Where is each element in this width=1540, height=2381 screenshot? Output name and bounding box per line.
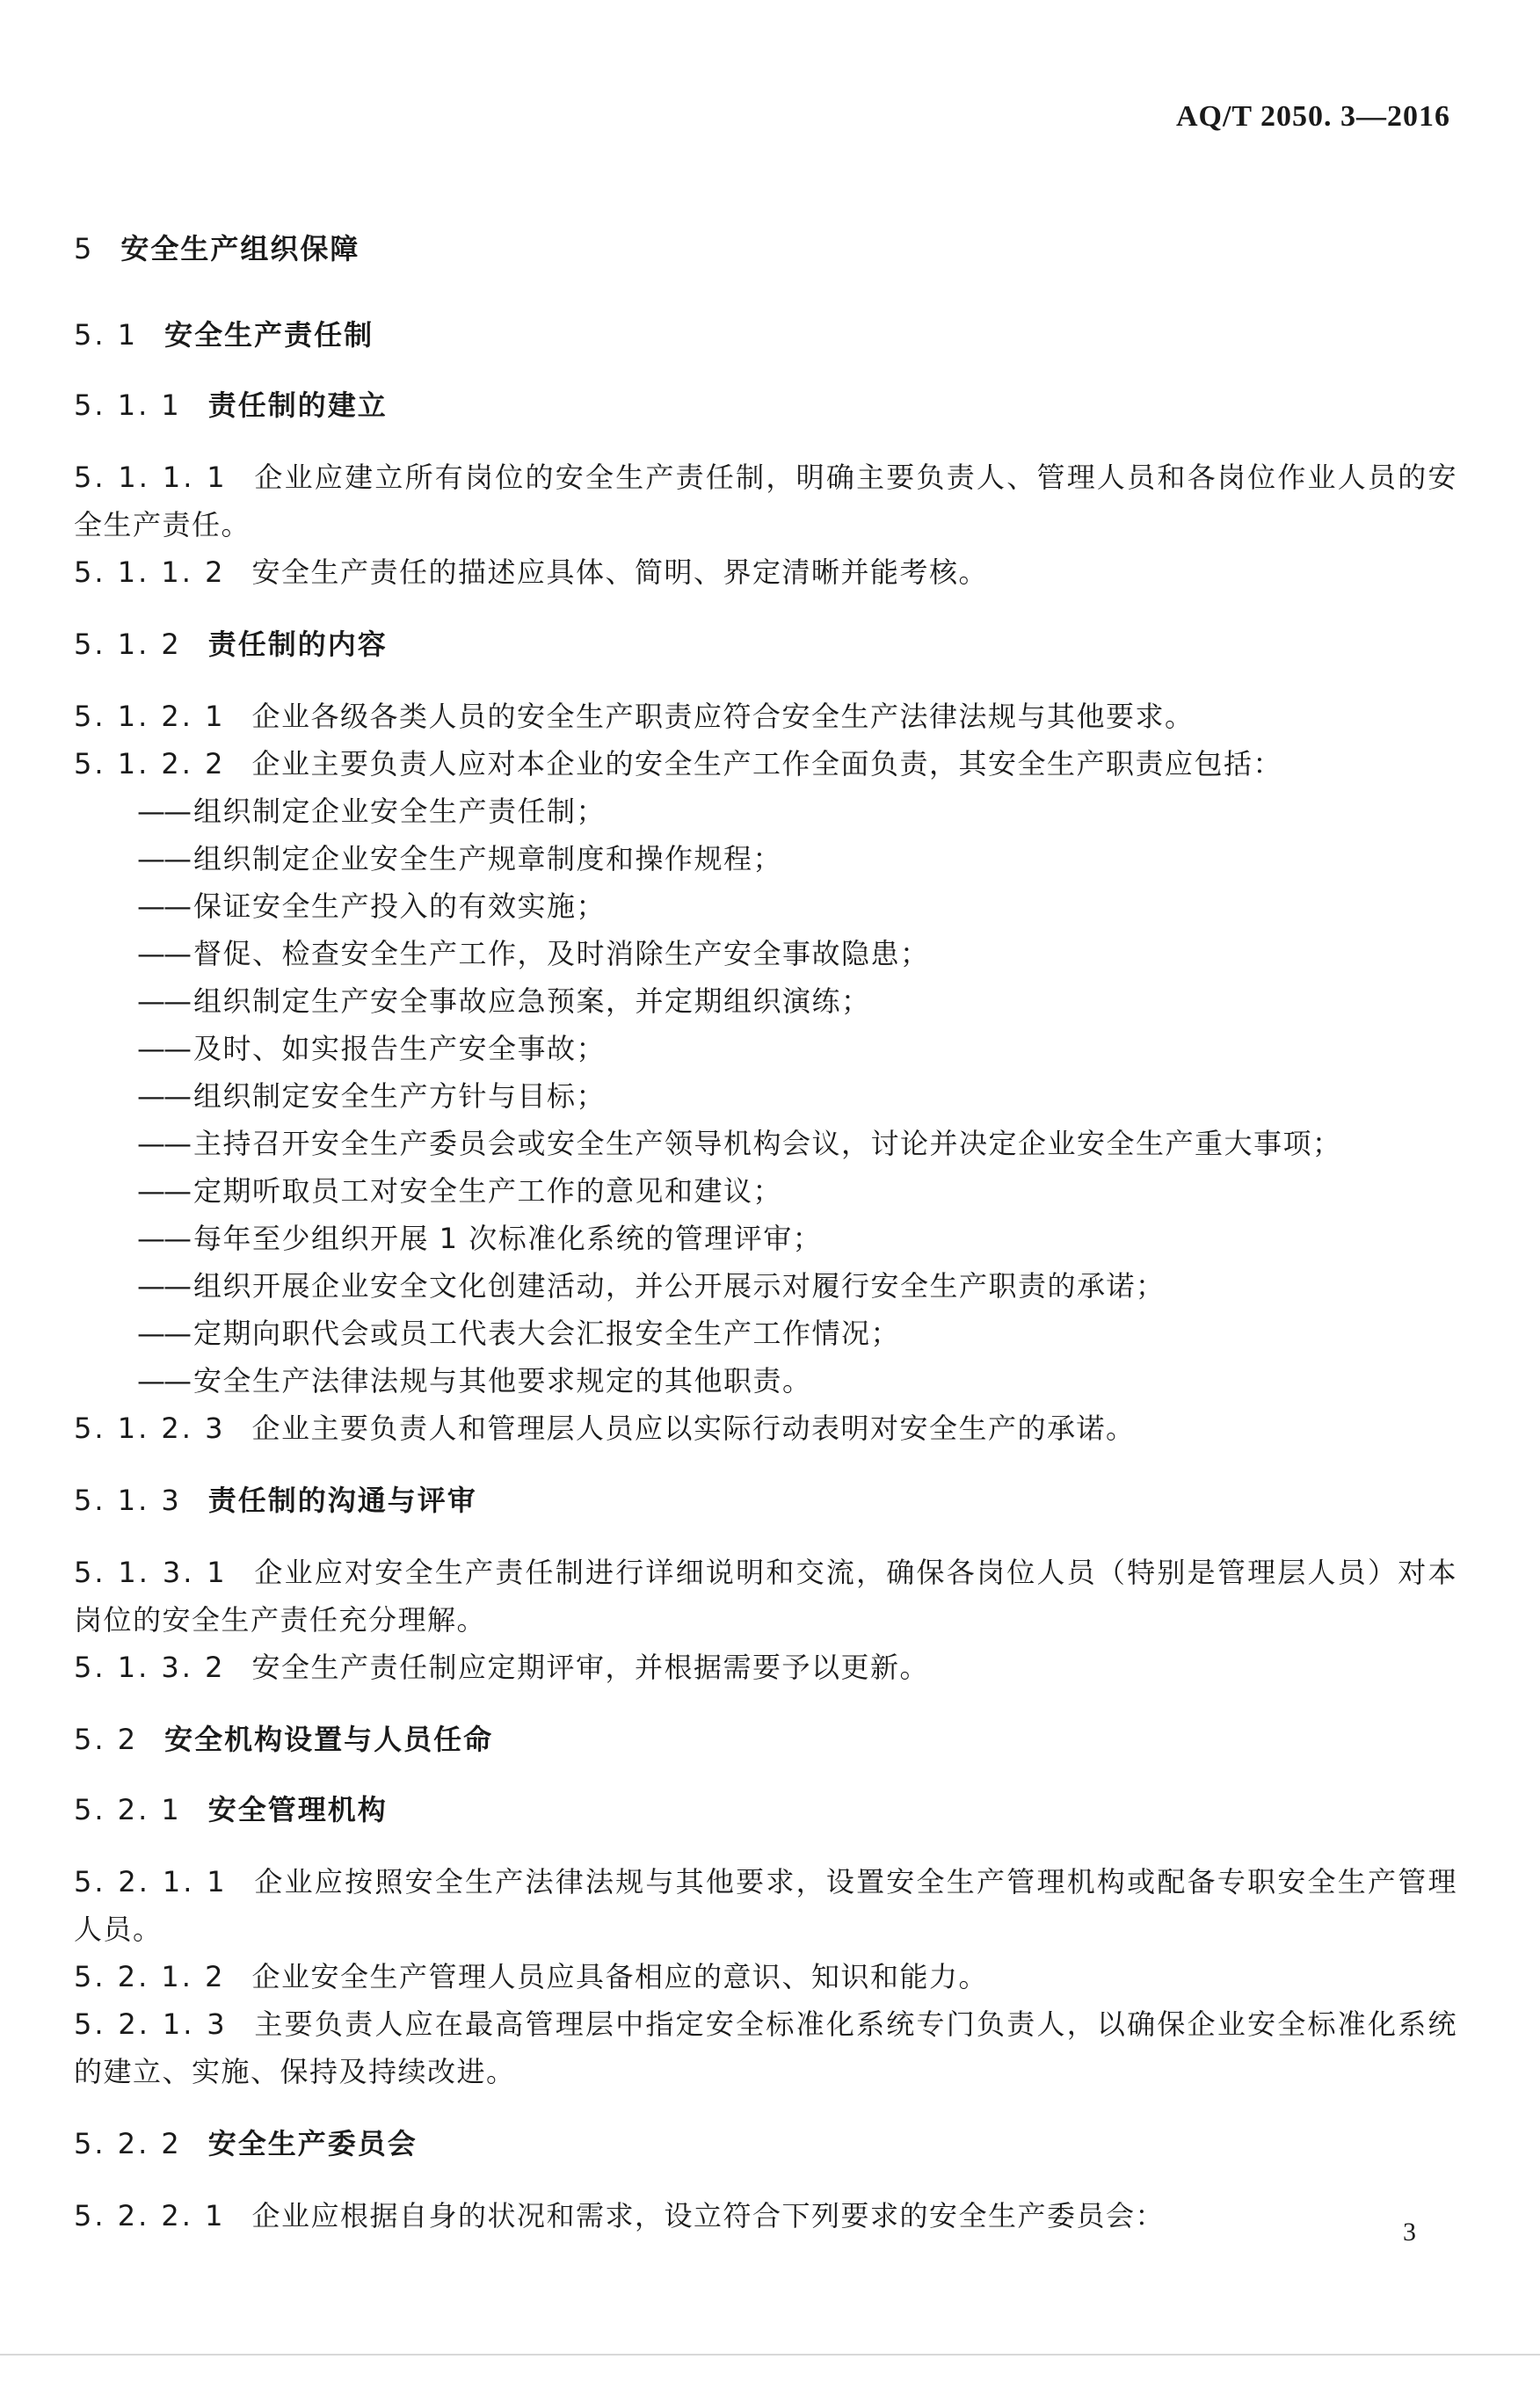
clause-paragraph: [74, 2192, 1457, 2239]
list-item: [74, 835, 1457, 882]
clause-paragraph: [74, 2000, 1457, 2095]
list-item: [74, 1025, 1457, 1072]
clause-text: 企业主要负责人和管理层人员应以实际行动表明对安全生产的承诺。: [251, 1412, 1136, 1445]
list-item: [74, 1262, 1457, 1310]
section-title: 责任制的沟通与评审: [207, 1484, 477, 1517]
clause-number: 5. 1. 3. 2: [74, 1651, 226, 1684]
section-heading: [74, 1478, 1457, 1522]
clause-number: 5. 2. 1. 3: [74, 2007, 228, 2041]
clause-number: 5. 1. 2. 1: [74, 700, 226, 733]
list-item-text: 保证安全生产投入的有效实施；: [193, 889, 607, 923]
list-item-text: 及时、如实报告生产安全事故；: [193, 1032, 607, 1065]
section-heading: [74, 313, 1457, 357]
clause-paragraph: [74, 1549, 1457, 1644]
dash-marker: ——: [137, 1364, 190, 1397]
list-item: [74, 1072, 1457, 1120]
dash-marker: ——: [137, 1174, 190, 1208]
clause-number: 5. 2. 1. 2: [74, 1960, 226, 1993]
list-item-text: 主持召开安全生产委员会或安全生产领导机构会议，讨论并决定企业安全生产重大事项；: [193, 1127, 1342, 1160]
clause-text: 企业应按照安全生产法律法规与其他要求，设置安全生产管理机构或配备专职安全生产管理人员。: [74, 1865, 1457, 1946]
list-item: [74, 1120, 1457, 1167]
clause-paragraph: [74, 1644, 1457, 1691]
clause-number: 5. 1. 3. 1: [74, 1556, 228, 1589]
section-heading: [74, 1788, 1457, 1832]
clause-number: 5. 1. 2. 2: [74, 747, 226, 780]
clause-text: 企业应根据自身的状况和需求，设立符合下列要求的安全生产委员会：: [251, 2199, 1165, 2232]
list-item-text: 定期向职代会或员工代表大会汇报安全生产工作情况；: [193, 1317, 901, 1350]
dash-marker: ——: [137, 937, 190, 970]
section-title: 安全生产责任制: [164, 318, 374, 352]
page-number: 3: [1403, 2218, 1416, 2247]
section-heading: [74, 2122, 1457, 2166]
clause-number: 5. 1. 1. 1: [74, 461, 228, 494]
clause-text: 企业应建立所有岗位的安全生产责任制，明确主要负责人、管理人员和各岗位作业人员的安全生产责任。: [74, 461, 1457, 541]
section-number: 5. 1. 3: [74, 1484, 182, 1517]
list-item: [74, 882, 1457, 930]
clause-number: 5. 2. 1. 1: [74, 1865, 228, 1898]
clause-number: 5. 1. 2. 3: [74, 1412, 226, 1445]
clause-paragraph: [74, 454, 1457, 548]
section-number: 5. 2. 2: [74, 2127, 182, 2160]
list-item: [74, 1215, 1457, 1262]
clause-text: 企业主要负责人应对本企业的安全生产工作全面负责，其安全生产职责应包括：: [251, 747, 1282, 780]
clause-paragraph: [74, 740, 1457, 788]
section-number: 5. 1: [74, 318, 139, 352]
list-item-text: 安全生产法律法规与其他要求规定的其他职责。: [193, 1364, 812, 1397]
section-title: 责任制的内容: [207, 628, 388, 661]
list-item: [74, 1357, 1457, 1405]
section-title: 安全生产委员会: [207, 2127, 418, 2160]
document-body: [74, 227, 1457, 2239]
section-title: 责任制的建立: [207, 388, 388, 422]
section-title: 安全机构设置与人员任命: [164, 1723, 494, 1756]
dash-marker: ——: [137, 795, 190, 828]
clause-paragraph: [74, 693, 1457, 740]
dash-marker: ——: [137, 1269, 190, 1303]
list-item: [74, 977, 1457, 1025]
section-heading: [74, 1717, 1457, 1761]
section-number: 5. 2. 1: [74, 1793, 182, 1826]
dash-marker: ——: [137, 1222, 190, 1255]
list-item-text: 定期听取员工对安全生产工作的意见和建议；: [193, 1174, 783, 1208]
clause-paragraph: [74, 1953, 1457, 2000]
list-item-text: 组织制定企业安全生产责任制；: [193, 795, 607, 828]
clause-text: 企业各级各类人员的安全生产职责应符合安全生产法律法规与其他要求。: [251, 700, 1195, 733]
section-number: 5: [74, 232, 95, 265]
clause-paragraph: [74, 548, 1457, 596]
clause-number: 5. 1. 1. 2: [74, 555, 226, 589]
section-number: 5. 1. 1: [74, 388, 182, 422]
section-number: 5. 2: [74, 1723, 139, 1756]
list-item: [74, 1310, 1457, 1357]
clause-text: 主要负责人应在最高管理层中指定安全标准化系统专门负责人，以确保企业安全标准化系统的建立、实施、保持及持续改进。: [74, 2007, 1457, 2088]
dash-marker: ——: [137, 1317, 190, 1350]
list-item-text: 组织制定企业安全生产规章制度和操作规程；: [193, 842, 783, 875]
list-item-text: 每年至少组织开展 1 次标准化系统的管理评审；: [193, 1222, 823, 1255]
clause-paragraph: [74, 1858, 1457, 1953]
list-item: [74, 1167, 1457, 1215]
clause-text: 企业应对安全生产责任制进行详细说明和交流，确保各岗位人员（特别是管理层人员）对本岗位的安全生产责任充分理解。: [74, 1556, 1457, 1637]
section-title: 安全管理机构: [207, 1793, 388, 1826]
bottom-edge-line: [0, 2354, 1540, 2356]
list-item: [74, 788, 1457, 835]
dash-marker: ——: [137, 1127, 190, 1160]
clause-paragraph: [74, 1405, 1457, 1452]
dash-marker: ——: [137, 889, 190, 923]
section-heading: [74, 622, 1457, 666]
clause-text: 安全生产责任制应定期评审，并根据需要予以更新。: [251, 1651, 929, 1684]
dash-marker: ——: [137, 842, 190, 875]
section-heading: [74, 383, 1457, 427]
list-item-text: 督促、检查安全生产工作，及时消除生产安全事故隐患；: [193, 937, 930, 970]
dash-marker: ——: [137, 1032, 190, 1065]
dash-marker: ——: [137, 1079, 190, 1113]
section-number: 5. 1. 2: [74, 628, 182, 661]
list-item-text: 组织制定生产安全事故应急预案，并定期组织演练；: [193, 984, 871, 1018]
clause-text: 安全生产责任的描述应具体、简明、界定清晰并能考核。: [251, 555, 988, 589]
clause-text: 企业安全生产管理人员应具备相应的意识、知识和能力。: [251, 1960, 988, 1993]
list-item: [74, 930, 1457, 977]
dash-marker: ——: [137, 984, 190, 1018]
section-title: 安全生产组织保障: [120, 232, 360, 265]
clause-number: 5. 2. 2. 1: [74, 2199, 226, 2232]
section-heading: [74, 227, 1457, 271]
list-item-text: 组织开展企业安全文化创建活动，并公开展示对履行安全生产职责的承诺；: [193, 1269, 1166, 1303]
standard-number: AQ/T 2050. 3—2016: [1175, 100, 1450, 133]
list-item-text: 组织制定安全生产方针与目标；: [193, 1079, 607, 1113]
